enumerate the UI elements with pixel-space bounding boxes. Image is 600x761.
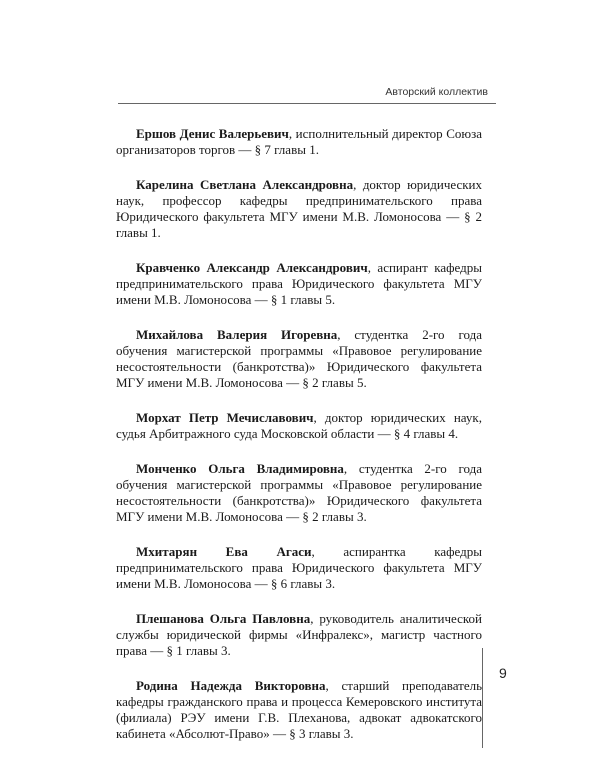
author-entry (116, 461, 482, 525)
author-entry (116, 678, 482, 742)
author-description: , аспирантка кафедры предпринимательского права Юридического факультета МГУ имени М.В. Ломоносова — § 6 главы 3. (116, 544, 482, 591)
page-number: 9 (499, 665, 507, 681)
author-name: Кравченко Александр Александрович (136, 260, 368, 275)
author-description: , студентка 2-го года обучения магистерской программы «Правовое регулирование несостоятельности (банкротства)» Юридического факультета МГУ имени М.В. Ломоносова — § 2 главы 3. (116, 461, 482, 524)
author-description: , руководитель аналитической службы юридической фирмы «Инфралекс», магистр частного права — § 1 главы 3. (116, 611, 482, 658)
author-entry (116, 260, 482, 308)
author-name: Мхитарян Ева Агаси (136, 544, 312, 559)
author-name: Монченко Ольга Владимировна (136, 461, 344, 476)
author-name: Михайлова Валерия Игоревна (136, 327, 338, 342)
author-list (116, 126, 482, 761)
author-name: Родина Надежда Викторовна (136, 678, 326, 693)
author-entry (116, 611, 482, 659)
header-rule (118, 103, 496, 104)
author-description: , исполнительный директор Союза организаторов торгов — § 7 главы 1. (116, 126, 482, 157)
author-name: Морхат Петр Мечиславович (136, 410, 314, 425)
author-description: , доктор юридических наук, профессор кафедры предпринимательского права Юридического факультета МГУ имени М.В. Ломоносова — § 2 главы 1. (116, 177, 482, 240)
author-description: , аспирант кафедры предпринимательского права Юридического факультета МГУ имени М.В. Ломоносова — § 1 главы 5. (116, 260, 482, 307)
author-description: , доктор юридических наук, судья Арбитражного суда Московской области — § 4 главы 4. (116, 410, 482, 441)
author-name: Ершов Денис Валерьевич (136, 126, 289, 141)
author-entry (116, 126, 482, 158)
author-name: Карелина Светлана Александровна (136, 177, 354, 192)
author-entry (116, 544, 482, 592)
author-entry (116, 177, 482, 241)
running-header: Авторский коллектив (385, 86, 488, 98)
author-name: Плешанова Ольга Павловна (136, 611, 311, 626)
author-entry (116, 410, 482, 442)
author-description: , студентка 2-го года обучения магистерской программы «Правовое регулирование несостоятельности (банкротства)» Юридического факультета МГУ имени М.В. Ломоносова — § 2 главы 5. (116, 327, 482, 390)
margin-rule (482, 648, 483, 748)
author-description: , старший преподаватель кафедры гражданского права и процесса Кемеровского института (филиала) РЭУ имени Г.В. Плеханова, адвокат адвокатского кабинета «Абсолют-Право» — § 3 главы 3. (116, 678, 482, 741)
author-entry (116, 327, 482, 391)
